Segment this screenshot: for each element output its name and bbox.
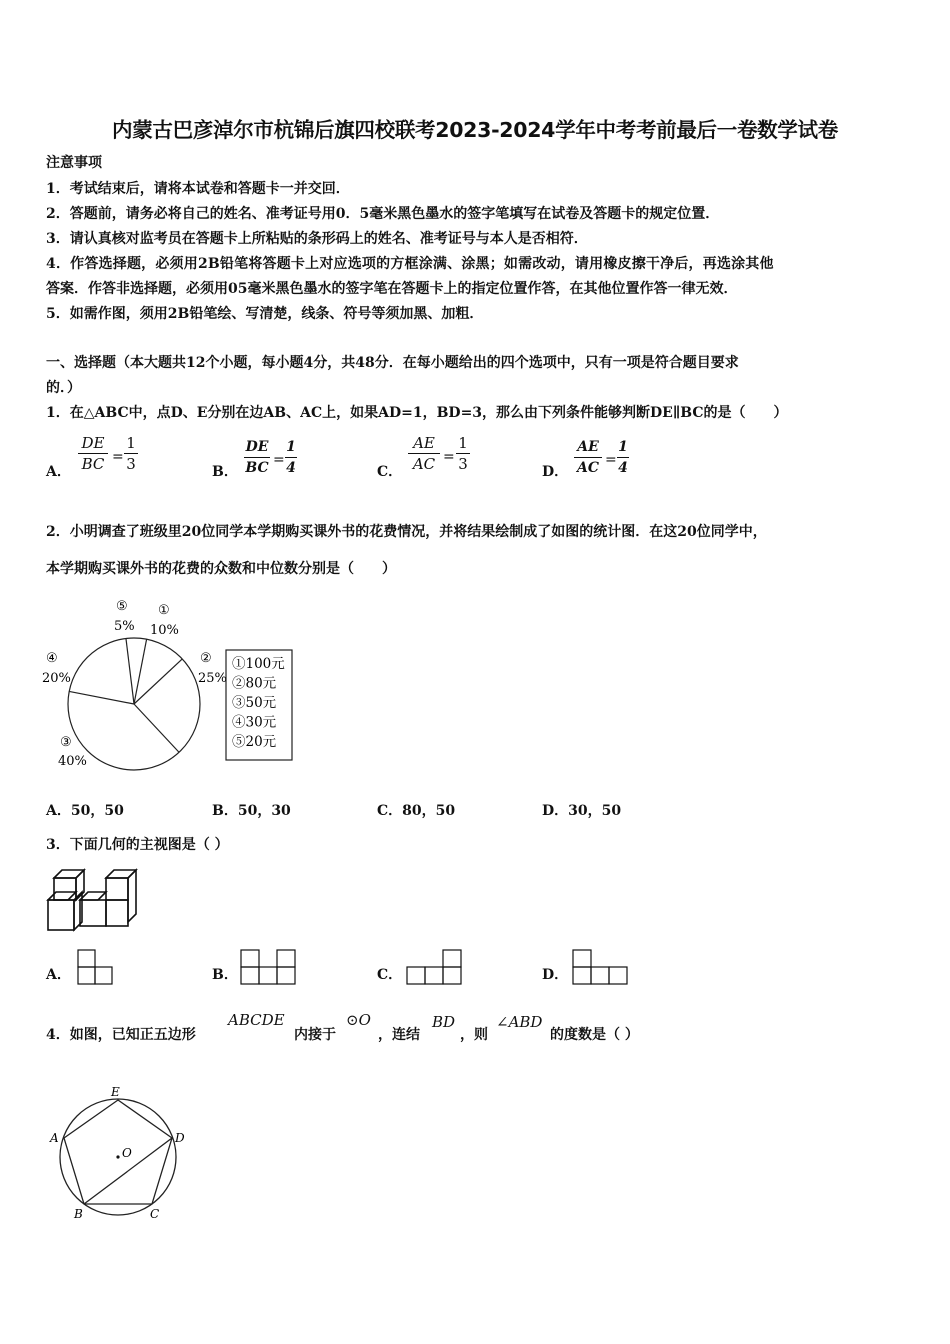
section-heading-line1: 一、选择题（本大题共12个小题，每小题4分，共48分．在每小题给出的四个选项中，只有一项是符合题目要求 <box>46 355 739 371</box>
q1-c-eq: = <box>443 449 455 465</box>
q1-b-den: BC <box>245 460 269 476</box>
q1-b-rden: 4 <box>286 460 296 476</box>
pie-slice-marker-1: ① <box>158 603 170 618</box>
label-o: O <box>122 1146 132 1160</box>
q1-option-c-rhs <box>456 434 470 473</box>
q4-stem-mid3: ，则 <box>460 1027 488 1043</box>
q3-option-b-view <box>238 946 298 986</box>
pie-slice-boundary-4 <box>69 691 134 704</box>
q2-option-c: C．80，50 <box>377 803 456 819</box>
q1-d-rnum: 1 <box>618 439 628 455</box>
q3-option-d-letter: D． <box>542 967 569 983</box>
q3-stem: 3．下面几何的主视图是（ ） <box>46 837 229 853</box>
pie-slice-percent-3: 40% <box>58 754 87 769</box>
q1-a-eq: = <box>112 449 124 465</box>
q1-c-rnum: 1 <box>458 434 468 452</box>
q1-a-den: BC <box>81 455 105 473</box>
q4-stem-mid2: ，连结 <box>378 1027 420 1043</box>
q1-option-a-fraction <box>78 434 108 473</box>
pie-legend-entry-2: ②80元 <box>232 675 277 692</box>
pie-slice-marker-5: ⑤ <box>116 599 128 614</box>
q1-c-rden: 3 <box>458 455 468 473</box>
q1-d-rden: 4 <box>618 460 628 476</box>
pie-slice-percent-2: 25% <box>198 671 227 686</box>
q1-option-a-rhs <box>124 434 138 473</box>
label-e: E <box>111 1085 120 1099</box>
q4-math-angle: ∠ABD <box>496 1013 543 1031</box>
q4-math-circle: ⊙O <box>346 1011 371 1029</box>
q3-option-c-view <box>404 946 466 986</box>
page-title: 内蒙古巴彦淖尔市杭锦后旗四校联考2023-2024学年中考考前最后一卷数学试卷 <box>112 118 838 142</box>
pie-slice-marker-2: ② <box>200 651 212 666</box>
q3-option-c-letter: C． <box>377 967 403 983</box>
q3-solid-figure <box>44 866 144 936</box>
q1-a-rnum: 1 <box>126 434 136 452</box>
q4-stem-mid1: 内接于 <box>294 1027 336 1043</box>
label-c: C <box>150 1207 160 1221</box>
notice-heading: 注意事项 <box>46 155 102 171</box>
q2-option-d: D．30，50 <box>542 803 622 819</box>
notice-item-2: 2．答题前，请务必将自己的姓名、准考证号用0．5毫米黑色墨水的签字笔填写在试卷及答题卡的规定位置． <box>46 206 720 222</box>
pie-slice-percent-4: 20% <box>42 671 71 686</box>
cube-front-4 <box>80 900 106 926</box>
q1-option-c-fraction <box>408 434 440 473</box>
q1-c-num: AE <box>413 434 435 452</box>
pie-legend-entry-1: ①100元 <box>232 656 285 672</box>
notice-item-1: 1．考试结束后，请将本试卷和答题卡一并交回． <box>46 181 350 197</box>
notice-item-4-cont: 答案．作答非选择题，必须用05毫米黑色墨水的签字笔在答题卡上的指定位置作答，在其他位置作答一律无效． <box>46 281 738 297</box>
q1-option-b-fraction <box>244 438 270 477</box>
q4-math-bd: BD <box>432 1013 456 1031</box>
pie-slice-percent-5: 5% <box>114 619 135 634</box>
q1-option-d-letter: D． <box>542 464 569 480</box>
section-heading-line2: 的．） <box>46 380 81 396</box>
q3-option-a-letter: A． <box>46 967 71 983</box>
q4-math-pentagon: ABCDE <box>228 1011 285 1029</box>
notice-item-4: 4．作答选择题，必须用2B铅笔将答题卡上对应选项的方框涂满、涂黑；如需改动，请用橡皮擦干净后，再选涂其他 <box>46 256 774 272</box>
q1-stem: 1．在△ABC中，点D、E分别在边AB、AC上，如果AD=1，BD=3，那么由下列条件能够判断DE∥BC的是（ ） <box>46 405 788 421</box>
q3-option-a-view <box>74 946 114 986</box>
label-b: B <box>74 1207 83 1221</box>
q3-option-b-letter: B． <box>212 967 238 983</box>
cube-front-1 <box>54 878 76 900</box>
q1-b-num: DE <box>245 439 269 455</box>
notice-item-3: 3．请认真核对监考员在答题卡上所粘贴的条形码上的姓名、准考证号与本人是否相符． <box>46 231 588 247</box>
pie-legend-entry-4: ④30元 <box>232 714 277 731</box>
label-a: A <box>50 1131 59 1145</box>
cube-side-1 <box>76 870 84 900</box>
q1-option-a-letter: A． <box>46 464 71 480</box>
q1-a-num: DE <box>81 434 105 452</box>
notice-item-5: 5．如需作图，须用2B铅笔绘、写清楚，线条、符号等须加黑、加粗． <box>46 306 484 322</box>
q1-option-d-rhs <box>617 438 629 477</box>
pie-slice-boundary-3 <box>134 704 179 752</box>
cube-top-3 <box>48 892 76 900</box>
cube-front-5 <box>106 900 128 926</box>
q2-stem-line2: 本学期购买课外书的花费的众数和中位数分别是（ ） <box>46 561 396 577</box>
q1-option-b-rhs <box>285 438 297 477</box>
q1-c-den: AC <box>412 455 436 473</box>
q2-option-b: B．50，30 <box>212 803 291 819</box>
pie-chart <box>40 592 300 777</box>
q1-option-c-letter: C． <box>377 464 403 480</box>
q1-a-rden: 3 <box>126 455 136 473</box>
center-point <box>116 1155 119 1158</box>
pie-slice-marker-4: ④ <box>46 651 58 666</box>
q1-d-eq: = <box>605 452 617 468</box>
q1-option-b-letter: B． <box>212 464 238 480</box>
q1-b-rnum: 1 <box>286 439 296 455</box>
cube-side-2 <box>128 870 136 922</box>
q3-option-d-view <box>570 946 630 986</box>
pie-slice-marker-3: ③ <box>60 735 72 750</box>
q1-option-d-fraction <box>574 438 602 477</box>
pie-legend-entry-3: ③50元 <box>232 695 277 711</box>
pentagon <box>64 1100 172 1204</box>
q1-d-den: AC <box>576 460 599 476</box>
cube-front-2 <box>106 878 128 900</box>
q4-stem-pre: 4．如图，已知正五边形 <box>46 1027 196 1043</box>
q2-stem-line1: 2．小明调查了班级里20位同学本学期购买课外书的花费情况，并将结果绘制成了如图的统计图．在这20位同学中， <box>46 524 767 540</box>
cube-front-3 <box>48 900 74 930</box>
pie-legend-entry-5: ⑤20元 <box>232 734 277 750</box>
pie-slice-boundary-5 <box>126 638 134 704</box>
q2-option-a: A．50，50 <box>46 803 124 819</box>
pie-slice-percent-1: 10% <box>150 623 179 638</box>
q4-stem-post: 的度数是（ ） <box>550 1027 639 1043</box>
q4-pentagon-figure <box>44 1080 194 1225</box>
q1-d-num: AE <box>577 439 599 455</box>
label-d: D <box>175 1131 185 1145</box>
q1-b-eq: = <box>273 452 285 468</box>
